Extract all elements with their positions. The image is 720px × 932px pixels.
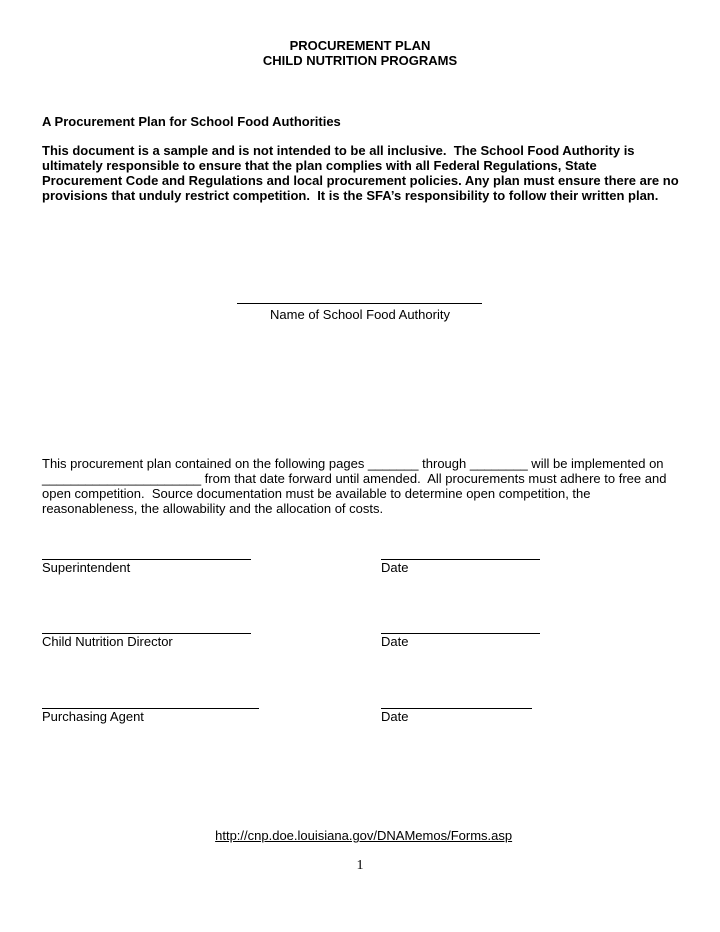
document-title: PROCUREMENT PLAN xyxy=(289,38,431,53)
disclaimer-line: ultimately responsible to ensure that the plan complies with all Federal Regulations, State xyxy=(42,158,597,173)
implementation-line: reasonableness, the allowability and the allocation of costs. xyxy=(42,501,384,516)
signature-role-label: Child Nutrition Director xyxy=(42,634,173,649)
date-label: Date xyxy=(381,634,409,649)
document-subtitle: CHILD NUTRITION PROGRAMS xyxy=(262,53,458,68)
implementation-line: open competition. Source documentation must be available to determine open competition, the xyxy=(42,486,591,501)
disclaimer-line: provisions that unduly restrict competition. It is the SFA’s responsibility to follow their written plan. xyxy=(42,188,659,203)
date-label: Date xyxy=(381,709,409,724)
page-number: 1 xyxy=(356,858,364,873)
signature-role-label: Purchasing Agent xyxy=(42,709,144,724)
date-label: Date xyxy=(381,560,409,575)
disclaimer-line: This document is a sample and is not intended to be all inclusive. The School Food Authority is xyxy=(42,143,635,158)
sfa-name-line[interactable] xyxy=(237,303,482,304)
section-heading: A Procurement Plan for School Food Authorities xyxy=(42,114,341,129)
sfa-name-label: Name of School Food Authority xyxy=(270,307,450,322)
footer-url-container xyxy=(0,813,720,843)
signature-role-label: Superintendent xyxy=(42,560,131,575)
forms-url-link[interactable]: http://cnp.doe.louisiana.gov/DNAMemos/Forms.asp xyxy=(215,828,513,843)
implementation-line: This procurement plan contained on the following pages _______ through ________ will be implemented on xyxy=(42,456,664,471)
implementation-line: ______________________ from that date forward until amended. All procurements must adhere to free and xyxy=(42,471,667,486)
disclaimer-line: Procurement Code and Regulations and local procurement policies. Any plan must ensure there are no xyxy=(42,173,679,188)
